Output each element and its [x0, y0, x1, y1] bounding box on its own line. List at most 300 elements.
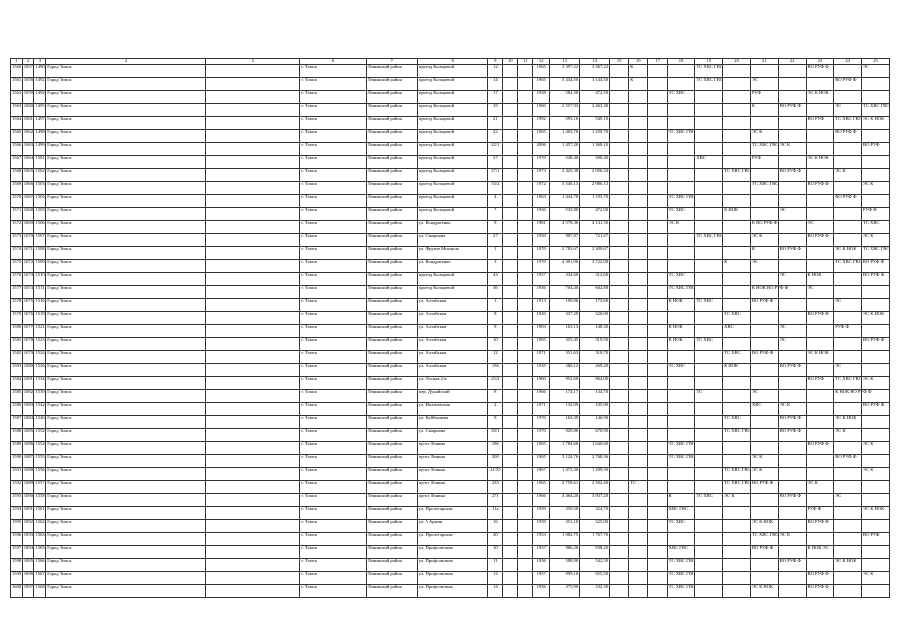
table-cell: 1956 — [533, 559, 550, 572]
table-cell: ЭС К НОК — [806, 351, 834, 364]
table-row — [11, 403, 890, 416]
table-cell: 1507 — [34, 234, 46, 247]
table-cell — [503, 221, 518, 234]
table-cell — [834, 91, 862, 104]
table-cell: Город Томск — [46, 442, 206, 455]
table-cell: 1058 — [22, 78, 34, 91]
table-cell: 1546 — [34, 416, 46, 429]
table-cell — [518, 234, 533, 247]
table-cell — [778, 195, 806, 208]
table-cell — [629, 351, 648, 364]
table-cell: 8 — [488, 312, 503, 325]
table-cell: ТС ХВС — [862, 221, 890, 234]
table-cell — [503, 585, 518, 598]
table-cell — [723, 520, 751, 533]
table-cell: РУФ Ф — [834, 325, 862, 338]
table-cell: Ленинский район — [366, 299, 417, 312]
table-cell: 1 — [488, 247, 503, 260]
table-cell: 1097 — [22, 585, 34, 598]
column-header: 5 — [206, 59, 300, 65]
table-cell — [206, 195, 300, 208]
table-cell: Город Томск — [46, 364, 206, 377]
table-cell — [503, 429, 518, 442]
table-cell: г. Томск — [300, 533, 366, 546]
table-cell — [778, 234, 806, 247]
table-cell — [667, 117, 695, 130]
table-cell: 4 578,30 — [550, 221, 580, 234]
table-cell — [610, 442, 629, 455]
table-cell: 1593 — [11, 494, 23, 507]
table-cell: 500,40 — [580, 156, 610, 169]
table-cell: 1504 — [34, 195, 46, 208]
table-cell: 36 — [488, 286, 503, 299]
table-cell: ХВС — [723, 325, 751, 338]
table-cell: Ленинский район — [366, 286, 417, 299]
table-cell — [629, 559, 648, 572]
table-cell: Город Томск — [46, 117, 206, 130]
table-cell: 1066 — [22, 182, 34, 195]
table-cell — [503, 442, 518, 455]
table-row — [11, 208, 890, 221]
table-cell: 25/2 — [488, 377, 503, 390]
table-cell: г. Томск — [300, 494, 366, 507]
table-cell: г. Томск — [300, 429, 366, 442]
table-cell — [503, 65, 518, 78]
table-cell — [518, 364, 533, 377]
table-cell: 1081 — [22, 377, 34, 390]
table-cell: 2006 — [533, 143, 550, 156]
table-cell: Ленинский район — [366, 520, 417, 533]
table-cell: Ленинский район — [366, 169, 417, 182]
table-cell: Город Томск — [46, 390, 206, 403]
table-cell — [503, 117, 518, 130]
table-cell: проезд Кольцевой — [417, 130, 487, 143]
table-cell: 1937 — [533, 546, 550, 559]
table-cell — [518, 338, 533, 351]
table-cell — [629, 143, 648, 156]
table-cell — [648, 208, 667, 221]
table-cell: Ленинский район — [366, 156, 417, 169]
table-cell: 3 144,50 — [580, 78, 610, 91]
table-cell — [862, 455, 890, 468]
table-cell: ЭС К — [862, 377, 890, 390]
table-cell — [778, 65, 806, 78]
table-cell — [503, 546, 518, 559]
table-cell — [206, 481, 300, 494]
table-cell: 1061 — [22, 117, 34, 130]
table-cell — [862, 130, 890, 143]
table-cell — [723, 546, 751, 559]
table-cell: ВО РУФ Ф — [778, 364, 806, 377]
table-cell — [629, 455, 648, 468]
table-cell — [610, 286, 629, 299]
table-cell — [206, 104, 300, 117]
table-cell: ХВС — [750, 403, 778, 416]
table-cell: ТС ХВС — [695, 338, 723, 351]
column-header: 16 — [629, 59, 648, 65]
table-cell: ул. 5 Армии — [417, 520, 487, 533]
table-cell: проезд Кольцевой — [417, 117, 487, 130]
table-cell — [778, 117, 806, 130]
table-cell — [648, 182, 667, 195]
table-cell — [206, 312, 300, 325]
table-cell: Ленинский район — [366, 442, 417, 455]
table-cell — [723, 247, 751, 260]
table-cell: 7 — [488, 208, 503, 221]
table-cell — [503, 143, 518, 156]
table-cell — [834, 273, 862, 286]
table-cell — [695, 442, 723, 455]
table-cell: Город Томск — [46, 156, 206, 169]
table-cell: 1574 — [11, 247, 23, 260]
table-row — [11, 260, 890, 273]
table-cell: 1074 — [22, 286, 34, 299]
table-cell — [518, 312, 533, 325]
table-cell — [206, 156, 300, 169]
table-cell: 134,70 — [580, 390, 610, 403]
table-cell: РУФ Ф — [862, 208, 890, 221]
table-cell — [629, 234, 648, 247]
table-cell: г. Томск — [300, 455, 366, 468]
table-cell: ТС ХВС ГВС — [862, 247, 890, 260]
table-cell — [695, 130, 723, 143]
table-cell — [610, 429, 629, 442]
table-cell: г. Томск — [300, 260, 366, 273]
table-cell: Ленинский район — [366, 546, 417, 559]
table-cell — [667, 260, 695, 273]
table-cell: 1582 — [11, 351, 23, 364]
table-cell: 1588 — [11, 429, 23, 442]
table-cell — [750, 442, 778, 455]
table-cell: 1584 — [11, 377, 23, 390]
table-cell — [862, 169, 890, 182]
table-cell: 332,30 — [580, 585, 610, 598]
table-cell: 1509 — [34, 260, 46, 273]
table-cell: ВО РУФ Ф — [862, 338, 890, 351]
table-cell — [518, 78, 533, 91]
table-cell: ул. Фрунзе Михаила — [417, 247, 487, 260]
table-cell: Город Томск — [46, 221, 206, 234]
table-cell — [834, 351, 862, 364]
table-cell — [629, 169, 648, 182]
table-cell: 1 195,70 — [580, 195, 610, 208]
table-cell — [503, 338, 518, 351]
table-cell: 1963 — [533, 195, 550, 208]
table-cell: Ленинский район — [366, 65, 417, 78]
table-cell: ТС ХВС ГВС — [667, 572, 695, 585]
table-cell: 3 722,90 — [580, 260, 610, 273]
table-cell: 16 — [488, 520, 503, 533]
table-cell — [806, 130, 834, 143]
table-cell: 1094 — [22, 546, 34, 559]
table-cell — [648, 130, 667, 143]
table-cell — [610, 247, 629, 260]
table-cell — [503, 559, 518, 572]
table-cell: ЭС К НОК — [834, 416, 862, 429]
table-cell: ул. Пролетарская — [417, 533, 487, 546]
table-cell: Ленинский район — [366, 182, 417, 195]
table-cell: 1076 — [22, 312, 34, 325]
table-cell: 2 758,61 — [550, 481, 580, 494]
table-cell — [610, 585, 629, 598]
table-cell: 2 557,93 — [550, 104, 580, 117]
table-cell: ул. Алтайская — [417, 364, 487, 377]
table-cell — [778, 546, 806, 559]
table-cell: 1586 — [11, 403, 23, 416]
table-cell: 1506 — [34, 221, 46, 234]
table-cell: 929,80 — [550, 429, 580, 442]
table-cell — [806, 468, 834, 481]
table-cell: 1970 — [533, 247, 550, 260]
table-cell — [206, 299, 300, 312]
table-cell: Ленинский район — [366, 572, 417, 585]
table-cell: ЭС К НОК — [750, 585, 778, 598]
table-cell — [695, 91, 723, 104]
table-cell — [723, 533, 751, 546]
table-cell — [667, 533, 695, 546]
table-cell — [518, 533, 533, 546]
table-cell: 132,09 — [550, 403, 580, 416]
table-cell: ул. Профсоюзная — [417, 572, 487, 585]
table-cell: ЭС К — [667, 221, 695, 234]
table-cell — [629, 572, 648, 585]
table-cell: проезд Кольцевой — [417, 65, 487, 78]
table-cell: К ВО РУФ Ф — [750, 221, 778, 234]
table-cell: 1080 — [22, 364, 34, 377]
table-cell: ТС ХВС ГВС — [750, 143, 778, 156]
table-cell — [834, 338, 862, 351]
table-cell: ул. Смирнова — [417, 429, 487, 442]
table-cell — [503, 416, 518, 429]
table-cell: Город Томск — [46, 572, 206, 585]
table-cell — [862, 364, 890, 377]
column-header: 3 — [34, 59, 46, 65]
table-cell — [695, 208, 723, 221]
table-row — [11, 273, 890, 286]
table-cell: г. Томск — [300, 208, 366, 221]
table-cell — [695, 572, 723, 585]
table-cell: 1589 — [11, 442, 23, 455]
column-header: 15 — [610, 59, 629, 65]
table-cell: 1592 — [11, 481, 23, 494]
table-cell: проезд Кольцевой — [417, 104, 487, 117]
table-cell — [723, 104, 751, 117]
table-cell — [518, 286, 533, 299]
table-cell: ВО РУФ Ф — [778, 104, 806, 117]
table-cell — [667, 468, 695, 481]
table-cell — [206, 351, 300, 364]
table-row — [11, 221, 890, 234]
table-cell: г. Томск — [300, 338, 366, 351]
table-cell: г. Томск — [300, 143, 366, 156]
table-cell: ВО РУФ Ф — [806, 572, 834, 585]
table-cell: Город Томск — [46, 520, 206, 533]
table-cell — [648, 494, 667, 507]
table-cell — [206, 442, 300, 455]
table-row — [11, 130, 890, 143]
table-cell: 1960 — [533, 377, 550, 390]
table-cell — [503, 520, 518, 533]
table-cell: 1563 — [34, 533, 46, 546]
table-cell: 1970 — [533, 156, 550, 169]
table-cell — [750, 364, 778, 377]
table-cell — [503, 169, 518, 182]
table-cell: ТС ХВС ГВС ВО РУФ Ф — [834, 260, 862, 273]
table-cell: 1572 — [11, 221, 23, 234]
table-cell — [518, 416, 533, 429]
table-cell — [667, 104, 695, 117]
table-cell — [667, 403, 695, 416]
table-cell: г. Томск — [300, 273, 366, 286]
table-cell: 1959 — [533, 520, 550, 533]
table-cell — [667, 234, 695, 247]
table-cell: ТС ХВС — [695, 299, 723, 312]
table-row — [11, 299, 890, 312]
table-cell — [206, 143, 300, 156]
table-cell: 548,40 — [550, 156, 580, 169]
column-header: 11 — [518, 59, 533, 65]
table-cell — [750, 377, 778, 390]
table-cell: 1 368,10 — [580, 143, 610, 156]
table-cell — [862, 325, 890, 338]
table-cell: ЭС К — [862, 234, 890, 247]
table-cell: ВО РУФ — [806, 117, 834, 130]
table-cell: 704,40 — [550, 286, 580, 299]
table-cell: 1073 — [22, 273, 34, 286]
table-cell: 50/1 — [488, 429, 503, 442]
table-cell — [723, 117, 751, 130]
table-cell — [629, 468, 648, 481]
table-cell — [648, 507, 667, 520]
table-cell: Ленинский район — [366, 260, 417, 273]
table-cell: 1524 — [34, 351, 46, 364]
table-cell: 10 — [488, 546, 503, 559]
table-cell: Ленинский район — [366, 130, 417, 143]
table-cell — [648, 559, 667, 572]
table-cell — [695, 455, 723, 468]
table-cell — [610, 403, 629, 416]
table-cell: 1063 — [22, 143, 34, 156]
table-cell — [834, 234, 862, 247]
column-header: 12 — [533, 59, 550, 65]
table-cell — [629, 104, 648, 117]
table-cell: Город Томск — [46, 78, 206, 91]
table-row — [11, 65, 890, 78]
table-cell — [806, 143, 834, 156]
table-cell — [806, 169, 834, 182]
table-cell: Ленинский район — [366, 195, 417, 208]
table-cell — [667, 247, 695, 260]
table-cell: ЭС — [750, 260, 778, 273]
table-cell: 351,10 — [550, 520, 580, 533]
column-header: 7 — [366, 59, 417, 65]
table-cell — [750, 208, 778, 221]
table-cell — [648, 520, 667, 533]
table-cell: 986,20 — [550, 546, 580, 559]
table-cell: 1594 — [11, 507, 23, 520]
table-cell: Город Томск — [46, 533, 206, 546]
table-cell — [806, 455, 834, 468]
table-cell — [723, 143, 751, 156]
table-cell: 1936 — [533, 286, 550, 299]
table-cell — [206, 260, 300, 273]
table-cell: проезд Кольцевой — [417, 143, 487, 156]
table-cell — [503, 78, 518, 91]
table-cell: г. Томск — [300, 286, 366, 299]
table-cell: 1494 — [34, 91, 46, 104]
table-cell — [518, 403, 533, 416]
table-cell — [834, 507, 862, 520]
table-cell: 1971 — [533, 403, 550, 416]
table-cell: 670,90 — [580, 429, 610, 442]
table-cell: 1092 — [22, 520, 34, 533]
table-cell: ЭС К НОК — [862, 312, 890, 325]
table-cell: Ленинский район — [366, 351, 417, 364]
table-cell: 199,06 — [550, 299, 580, 312]
table-cell — [629, 195, 648, 208]
table-cell — [610, 559, 629, 572]
table-row — [11, 91, 890, 104]
table-cell — [806, 559, 834, 572]
table-cell — [503, 208, 518, 221]
table-cell — [610, 481, 629, 494]
table-cell — [723, 182, 751, 195]
table-cell — [518, 559, 533, 572]
table-cell — [629, 429, 648, 442]
table-cell — [648, 234, 667, 247]
table-cell: 1957 — [533, 572, 550, 585]
column-header: 21 — [750, 59, 778, 65]
table-cell: 286,12 — [550, 364, 580, 377]
table-cell — [834, 156, 862, 169]
table-cell: ТС ХВС ГВС — [695, 78, 723, 91]
table-cell — [629, 585, 648, 598]
table-row — [11, 78, 890, 91]
table-cell: 11а — [488, 507, 503, 520]
table-cell — [518, 507, 533, 520]
table-cell — [778, 481, 806, 494]
table-cell — [206, 546, 300, 559]
table-cell: 1585 — [11, 390, 23, 403]
table-cell: Город Томск — [46, 481, 206, 494]
table-cell — [806, 494, 834, 507]
table-cell — [648, 260, 667, 273]
table-cell — [629, 182, 648, 195]
table-cell — [610, 65, 629, 78]
table-cell: ТС ХВС ГВС — [750, 182, 778, 195]
table-cell: 1069 — [22, 221, 34, 234]
table-cell: Город Томск — [46, 429, 206, 442]
table-cell: 312,60 — [580, 273, 610, 286]
table-row — [11, 364, 890, 377]
table-cell — [695, 520, 723, 533]
table-cell: 1070 — [22, 234, 34, 247]
table-cell: ЭС К — [862, 182, 890, 195]
table-cell: ТС ХВС ГВС — [667, 559, 695, 572]
table-cell: 27/1 — [488, 169, 503, 182]
table-cell: г. Томск — [300, 247, 366, 260]
table-cell: ул. Кондратенко — [417, 221, 487, 234]
table-cell — [518, 520, 533, 533]
table-cell: ТС ХВС ГВС — [667, 195, 695, 208]
table-cell: ЭС К НОК — [834, 559, 862, 572]
table-cell — [206, 130, 300, 143]
table-cell: проезд Кольцевой — [417, 78, 487, 91]
table-cell — [610, 299, 629, 312]
table-cell: 472,50 — [580, 91, 610, 104]
table-cell: 1600 — [11, 585, 23, 598]
table-cell — [834, 572, 862, 585]
